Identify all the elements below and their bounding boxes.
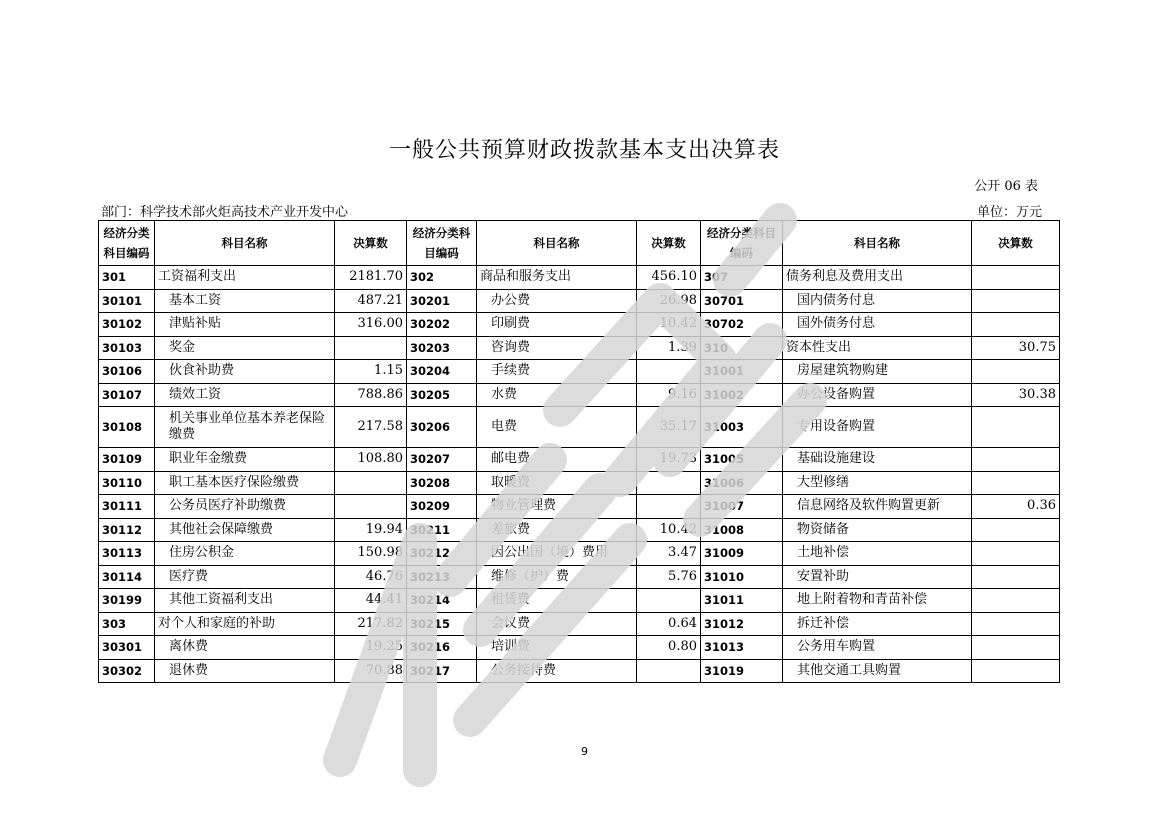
- form-number: 公开 06 表: [974, 179, 1038, 194]
- name-cell-1: 伙食补助费: [155, 360, 335, 384]
- amount-cell-2: 5.76: [637, 565, 701, 589]
- name-cell-3: 拆迁补偿: [783, 612, 972, 636]
- name-cell-1: 其他社会保障缴费: [155, 518, 335, 542]
- header-code-1: 经济分类科目编码: [99, 221, 155, 266]
- table-row: [99, 495, 1060, 519]
- name-cell-2: 水费: [477, 383, 637, 407]
- name-cell-2: 差旅费: [477, 518, 637, 542]
- code-cell-1: 30114: [99, 565, 155, 589]
- table-row: [99, 289, 1060, 313]
- amount-cell-2: 3.47: [637, 542, 701, 566]
- header-amount-2: 决算数: [637, 221, 701, 266]
- amount-cell-3: [972, 612, 1060, 636]
- header-code-2: 经济分类科目编码: [407, 221, 477, 266]
- header-code-3: 经济分类科目编码: [701, 221, 783, 266]
- name-cell-2: 会议费: [477, 612, 637, 636]
- amount-cell-3: [972, 636, 1060, 660]
- code-cell-1: 30111: [99, 495, 155, 519]
- code-cell-1: 30102: [99, 313, 155, 337]
- code-cell-1: 30199: [99, 589, 155, 613]
- amount-cell-1: [335, 495, 407, 519]
- amount-cell-1: 788.86: [335, 383, 407, 407]
- page-title: 一般公共预算财政拨款基本支出决算表: [388, 138, 780, 163]
- code-cell-3: 31013: [701, 636, 783, 660]
- code-cell-1: 301: [99, 266, 155, 290]
- code-cell-3: 31007: [701, 495, 783, 519]
- code-cell-2: 30213: [407, 565, 477, 589]
- code-cell-1: 30113: [99, 542, 155, 566]
- amount-cell-1: 2181.70: [335, 266, 407, 290]
- amount-cell-3: [972, 313, 1060, 337]
- table-row: [99, 659, 1060, 683]
- amount-cell-3: [972, 266, 1060, 290]
- name-cell-1: 工资福利支出: [155, 266, 335, 290]
- code-cell-2: 30215: [407, 612, 477, 636]
- amount-cell-3: 0.36: [972, 495, 1060, 519]
- code-cell-2: 30203: [407, 336, 477, 360]
- code-cell-2: 30207: [407, 448, 477, 472]
- code-cell-3: 31006: [701, 471, 783, 495]
- amount-cell-2: 0.64: [637, 612, 701, 636]
- name-cell-1: 对个人和家庭的补助: [155, 612, 335, 636]
- department-label: 部门：科学技术部火炬高技术产业开发中心: [101, 205, 349, 220]
- name-cell-3: 房屋建筑物购建: [783, 360, 972, 384]
- amount-cell-3: [972, 659, 1060, 683]
- code-cell-1: 30302: [99, 659, 155, 683]
- code-cell-2: 30208: [407, 471, 477, 495]
- table-row: [99, 266, 1060, 290]
- name-cell-2: 邮电费: [477, 448, 637, 472]
- name-cell-2: 因公出国（境）费用: [477, 542, 637, 566]
- code-cell-2: 30204: [407, 360, 477, 384]
- page-number: 9: [581, 745, 588, 758]
- table-row: [99, 518, 1060, 542]
- amount-cell-2: [637, 495, 701, 519]
- amount-cell-2: 9.16: [637, 383, 701, 407]
- code-cell-2: 30205: [407, 383, 477, 407]
- table-row: [99, 407, 1060, 448]
- name-cell-2: 咨询费: [477, 336, 637, 360]
- amount-cell-3: [972, 407, 1060, 448]
- code-cell-1: 30101: [99, 289, 155, 313]
- name-cell-2: 培训费: [477, 636, 637, 660]
- name-cell-3: 其他交通工具购置: [783, 659, 972, 683]
- amount-cell-2: [637, 659, 701, 683]
- amount-cell-2: 19.73: [637, 448, 701, 472]
- table-row: [99, 313, 1060, 337]
- name-cell-3: 公务用车购置: [783, 636, 972, 660]
- amount-cell-1: 46.76: [335, 565, 407, 589]
- code-cell-2: 30202: [407, 313, 477, 337]
- code-cell-3: 31001: [701, 360, 783, 384]
- code-cell-2: 30201: [407, 289, 477, 313]
- name-cell-3: 大型修缮: [783, 471, 972, 495]
- amount-cell-2: 10.42: [637, 518, 701, 542]
- amount-cell-1: 19.25: [335, 636, 407, 660]
- code-cell-1: 30106: [99, 360, 155, 384]
- name-cell-3: 专用设备购置: [783, 407, 972, 448]
- code-cell-3: 31012: [701, 612, 783, 636]
- name-cell-1: 机关事业单位基本养老保险缴费: [155, 407, 335, 448]
- name-cell-2: 租赁费: [477, 589, 637, 613]
- amount-cell-1: 70.88: [335, 659, 407, 683]
- name-cell-3: 基础设施建设: [783, 448, 972, 472]
- amount-cell-1: 44.41: [335, 589, 407, 613]
- code-cell-2: 30214: [407, 589, 477, 613]
- code-cell-2: 30212: [407, 542, 477, 566]
- name-cell-1: 医疗费: [155, 565, 335, 589]
- table-row: [99, 589, 1060, 613]
- amount-cell-1: [335, 336, 407, 360]
- name-cell-2: 办公费: [477, 289, 637, 313]
- name-cell-1: 职工基本医疗保险缴费: [155, 471, 335, 495]
- code-cell-3: 31005: [701, 448, 783, 472]
- amount-cell-3: [972, 565, 1060, 589]
- header-name-1: 科目名称: [155, 221, 335, 266]
- amount-cell-1: 108.80: [335, 448, 407, 472]
- code-cell-3: 307: [701, 266, 783, 290]
- name-cell-3: 资本性支出: [783, 336, 972, 360]
- table-row: [99, 542, 1060, 566]
- name-cell-1: 离休费: [155, 636, 335, 660]
- name-cell-3: 物资储备: [783, 518, 972, 542]
- name-cell-3: 债务利息及费用支出: [783, 266, 972, 290]
- table-row: [99, 565, 1060, 589]
- code-cell-1: 303: [99, 612, 155, 636]
- table-header-row: [99, 221, 1060, 266]
- table-row: [99, 360, 1060, 384]
- amount-cell-3: [972, 360, 1060, 384]
- name-cell-1: 绩效工资: [155, 383, 335, 407]
- code-cell-1: 30110: [99, 471, 155, 495]
- table-row: [99, 471, 1060, 495]
- amount-cell-2: 35.17: [637, 407, 701, 448]
- header-amount-1: 决算数: [335, 221, 407, 266]
- code-cell-3: 30701: [701, 289, 783, 313]
- name-cell-2: 手续费: [477, 360, 637, 384]
- name-cell-1: 职业年金缴费: [155, 448, 335, 472]
- code-cell-2: 30216: [407, 636, 477, 660]
- code-cell-3: 310: [701, 336, 783, 360]
- name-cell-2: 商品和服务支出: [477, 266, 637, 290]
- table-body: [99, 266, 1060, 683]
- unit-label: 单位：万元: [976, 205, 1042, 220]
- amount-cell-1: [335, 471, 407, 495]
- amount-cell-3: [972, 518, 1060, 542]
- header-name-3: 科目名称: [783, 221, 972, 266]
- amount-cell-3: 30.38: [972, 383, 1060, 407]
- amount-cell-3: [972, 542, 1060, 566]
- name-cell-2: 印刷费: [477, 313, 637, 337]
- name-cell-3: 信息网络及软件购置更新: [783, 495, 972, 519]
- code-cell-3: 30702: [701, 313, 783, 337]
- table-row: [99, 636, 1060, 660]
- amount-cell-1: 487.21: [335, 289, 407, 313]
- name-cell-3: 土地补偿: [783, 542, 972, 566]
- amount-cell-1: 316.00: [335, 313, 407, 337]
- amount-cell-2: [637, 360, 701, 384]
- name-cell-2: 电费: [477, 407, 637, 448]
- amount-cell-1: 217.82: [335, 612, 407, 636]
- amount-cell-1: 150.98: [335, 542, 407, 566]
- name-cell-2: 取暖费: [477, 471, 637, 495]
- amount-cell-2: 456.10: [637, 266, 701, 290]
- code-cell-3: 31008: [701, 518, 783, 542]
- amount-cell-2: 26.98: [637, 289, 701, 313]
- amount-cell-2: [637, 589, 701, 613]
- amount-cell-3: [972, 448, 1060, 472]
- amount-cell-2: [637, 471, 701, 495]
- name-cell-3: 办公设备购置: [783, 383, 972, 407]
- code-cell-1: 30108: [99, 407, 155, 448]
- name-cell-2: 公务接待费: [477, 659, 637, 683]
- code-cell-2: 30211: [407, 518, 477, 542]
- name-cell-1: 基本工资: [155, 289, 335, 313]
- code-cell-3: 31011: [701, 589, 783, 613]
- code-cell-2: 302: [407, 266, 477, 290]
- amount-cell-1: 217.58: [335, 407, 407, 448]
- code-cell-3: 31009: [701, 542, 783, 566]
- name-cell-1: 退休费: [155, 659, 335, 683]
- code-cell-2: 30209: [407, 495, 477, 519]
- amount-cell-3: [972, 471, 1060, 495]
- name-cell-3: 国外债务付息: [783, 313, 972, 337]
- header-name-2: 科目名称: [477, 221, 637, 266]
- code-cell-3: 31010: [701, 565, 783, 589]
- amount-cell-2: 0.80: [637, 636, 701, 660]
- code-cell-3: 31019: [701, 659, 783, 683]
- amount-cell-2: 10.42: [637, 313, 701, 337]
- code-cell-1: 30112: [99, 518, 155, 542]
- code-cell-1: 30109: [99, 448, 155, 472]
- code-cell-3: 31002: [701, 383, 783, 407]
- table-row: [99, 383, 1060, 407]
- amount-cell-3: 30.75: [972, 336, 1060, 360]
- amount-cell-2: 1.39: [637, 336, 701, 360]
- code-cell-1: 30107: [99, 383, 155, 407]
- code-cell-1: 30301: [99, 636, 155, 660]
- code-cell-2: 30206: [407, 407, 477, 448]
- table-row: [99, 336, 1060, 360]
- expenditure-table: [98, 220, 1060, 683]
- header-amount-3: 决算数: [972, 221, 1060, 266]
- name-cell-1: 其他工资福利支出: [155, 589, 335, 613]
- amount-cell-3: [972, 589, 1060, 613]
- code-cell-3: 31003: [701, 407, 783, 448]
- code-cell-2: 30217: [407, 659, 477, 683]
- code-cell-1: 30103: [99, 336, 155, 360]
- table-row: [99, 448, 1060, 472]
- name-cell-2: 物业管理费: [477, 495, 637, 519]
- table-row: [99, 612, 1060, 636]
- name-cell-1: 住房公积金: [155, 542, 335, 566]
- name-cell-3: 国内债务付息: [783, 289, 972, 313]
- name-cell-3: 地上附着物和青苗补偿: [783, 589, 972, 613]
- name-cell-1: 公务员医疗补助缴费: [155, 495, 335, 519]
- amount-cell-3: [972, 289, 1060, 313]
- name-cell-3: 安置补助: [783, 565, 972, 589]
- name-cell-1: 津贴补贴: [155, 313, 335, 337]
- amount-cell-1: 19.94: [335, 518, 407, 542]
- name-cell-2: 维修（护）费: [477, 565, 637, 589]
- amount-cell-1: 1.15: [335, 360, 407, 384]
- name-cell-1: 奖金: [155, 336, 335, 360]
